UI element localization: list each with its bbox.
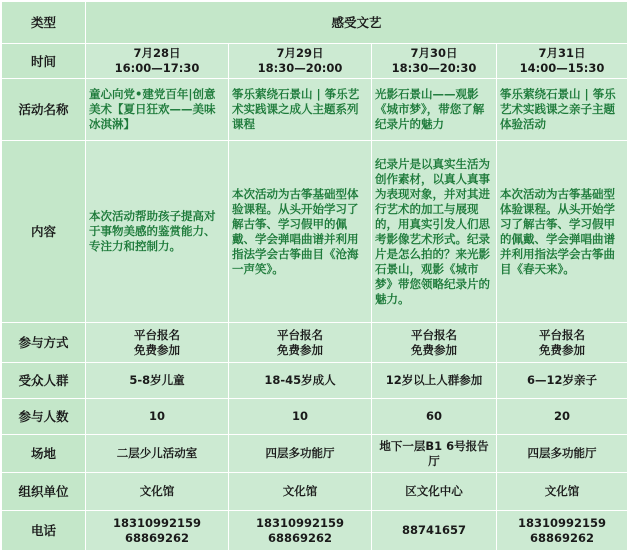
audience-cell: 18-45岁成人: [229, 363, 372, 399]
content-row: [2, 141, 628, 323]
phone-line-1: 18310992159: [255, 515, 345, 530]
phone-line-1: 18310992159: [517, 515, 607, 530]
phone-row: [2, 511, 628, 551]
count-cell: 10: [229, 399, 372, 435]
organizer-cell: 区文化中心: [372, 473, 497, 511]
activity-name-cell: 光影石景山——观影《城市梦》，带您了解纪录片的魅力: [372, 79, 497, 141]
venue-cell: 四层多功能厅: [229, 435, 372, 473]
time-row: [2, 44, 628, 79]
phone-line-2: 68869262: [530, 530, 595, 545]
time-text: 18:30—20:00: [257, 61, 343, 75]
activity-schedule-table: [1, 1, 628, 551]
method-cell: [372, 323, 497, 363]
row-label-activity: 活动名称: [2, 79, 86, 141]
content-cell: 本次活动为古筝基础型体验课程。从头开始学习了解古筝、学习假甲的佩戴、学会弹唱曲谱并利用指法学会古筝曲目《春天来》。: [497, 141, 628, 323]
phone-line-1: 18310992159: [112, 515, 202, 530]
content-cell: 纪录片是以真实生活为创作素材，以真人真事为表现对象，并对其进行艺术的加工与展现的，用真实引发人们思考影像艺术形式。纪录片是怎么拍的？来光影石景山，观影《城市梦》带您领略纪录片的魅力。: [372, 141, 497, 323]
date-text: 7月29日: [276, 46, 324, 60]
row-label-organizer: 组织单位: [2, 473, 86, 511]
type-label: 类型: [2, 2, 86, 44]
method-cell: [229, 323, 372, 363]
method-cell: [497, 323, 628, 363]
method-cell: [86, 323, 229, 363]
organizer-cell: 文化馆: [86, 473, 229, 511]
time-text: 14:00—15:30: [519, 61, 605, 75]
time-text: 16:00—17:30: [114, 61, 200, 75]
method-row: [2, 323, 628, 363]
venue-cell: 二层少儿活动室: [86, 435, 229, 473]
organizer-cell: 文化馆: [229, 473, 372, 511]
time-cell: [372, 44, 497, 79]
method-line-2: 免费参加: [411, 342, 457, 357]
venue-cell: 地下一层B1 6号报告厅: [372, 435, 497, 473]
row-label-content: 内容: [2, 141, 86, 323]
time-text: 18:30—20:30: [391, 61, 477, 75]
organizer-row: [2, 473, 628, 511]
phone-cell: [372, 511, 497, 551]
phone-line-2: 68869262: [124, 530, 189, 545]
venue-cell: 四层多功能厅: [497, 435, 628, 473]
count-cell: 60: [372, 399, 497, 435]
date-text: 7月28日: [133, 46, 181, 60]
row-label-method: 参与方式: [2, 323, 86, 363]
phone-line-1: 88741657: [401, 523, 466, 537]
method-line-1: 平台报名: [411, 327, 457, 342]
row-label-venue: 场地: [2, 435, 86, 473]
activity-name-row: [2, 79, 628, 141]
row-label-phone: 电话: [2, 511, 86, 551]
activity-name-cell: 筝乐萦绕石景山 | 筝乐艺术实践课之成人主题系列课程: [229, 79, 372, 141]
content-cell: 本次活动为古筝基础型体验课程。从头开始学习了解古筝、学习假甲的佩戴、学会弹唱曲谱并利用指法学会古筝曲目《沧海一声笑》。: [229, 141, 372, 323]
method-line-2: 免费参加: [539, 342, 585, 357]
header-row: [2, 2, 628, 44]
category-title: 感受文艺: [86, 2, 628, 44]
row-label-time: 时间: [2, 44, 86, 79]
count-cell: 20: [497, 399, 628, 435]
method-line-2: 免费参加: [134, 342, 180, 357]
activity-name-cell: 童心向党•建党百年|创意美术【夏日狂欢——美味冰淇淋】: [86, 79, 229, 141]
method-line-1: 平台报名: [134, 327, 180, 342]
method-line-2: 免费参加: [277, 342, 323, 357]
method-line-1: 平台报名: [539, 327, 585, 342]
time-cell: [86, 44, 229, 79]
audience-cell: 6—12岁亲子: [497, 363, 628, 399]
row-label-audience: 受众人群: [2, 363, 86, 399]
audience-cell: 12岁以上人群参加: [372, 363, 497, 399]
phone-line-2: 68869262: [267, 530, 332, 545]
venue-row: [2, 435, 628, 473]
time-cell: [497, 44, 628, 79]
date-text: 7月31日: [538, 46, 586, 60]
phone-cell: [229, 511, 372, 551]
audience-row: [2, 363, 628, 399]
organizer-cell: 文化馆: [497, 473, 628, 511]
row-label-count: 参与人数: [2, 399, 86, 435]
time-cell: [229, 44, 372, 79]
audience-cell: 5-8岁儿童: [86, 363, 229, 399]
phone-cell: [86, 511, 229, 551]
method-line-1: 平台报名: [277, 327, 323, 342]
date-text: 7月30日: [410, 46, 458, 60]
count-cell: 10: [86, 399, 229, 435]
count-row: [2, 399, 628, 435]
content-cell: 本次活动帮助孩子提高对于事物美感的鉴赏能力、专注力和控制力。: [86, 141, 229, 323]
phone-cell: [497, 511, 628, 551]
activity-name-cell: 筝乐萦绕石景山 | 筝乐艺术实践课之亲子主题体验活动: [497, 79, 628, 141]
